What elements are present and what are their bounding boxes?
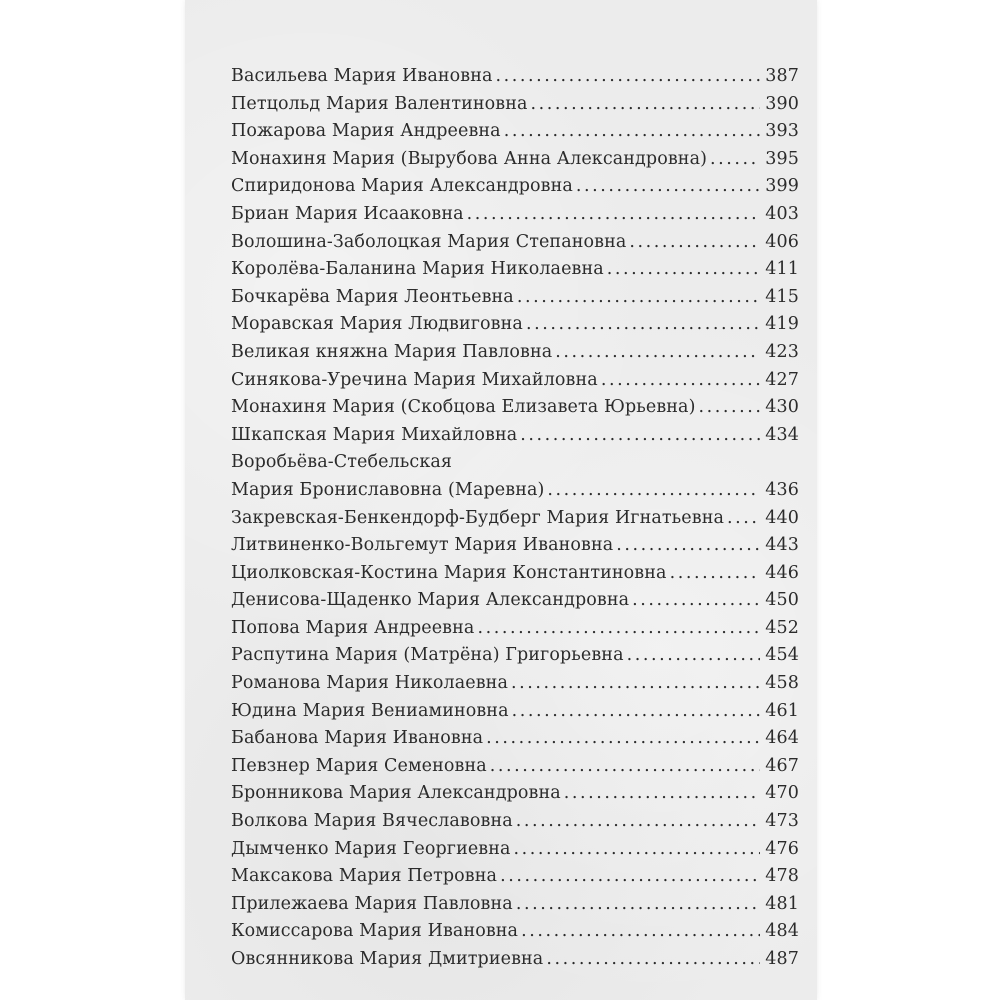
toc-entry-page: 423 bbox=[765, 341, 799, 362]
toc-entry bbox=[231, 946, 799, 974]
dot-leader bbox=[500, 863, 760, 891]
toc-entry-page: 399 bbox=[765, 176, 799, 197]
toc-entry bbox=[231, 394, 799, 422]
dot-leader bbox=[504, 118, 760, 146]
toc-entry-title: Петцольд Мария Валентиновна bbox=[231, 93, 528, 114]
toc-entry bbox=[231, 780, 799, 808]
toc-entry-page: 430 bbox=[765, 397, 799, 418]
toc-entry-page: 454 bbox=[765, 645, 799, 666]
dot-leader bbox=[477, 615, 760, 643]
toc-entry-title: Прилежаева Мария Павловна bbox=[231, 893, 513, 914]
toc-entry bbox=[231, 311, 799, 339]
toc-entry bbox=[231, 477, 799, 505]
dot-leader bbox=[516, 891, 760, 919]
dot-leader bbox=[547, 477, 760, 505]
toc-entry bbox=[231, 284, 799, 312]
toc-entry bbox=[231, 836, 799, 864]
toc-entry bbox=[231, 670, 799, 698]
toc-entry bbox=[231, 63, 799, 91]
toc-entry-page: 470 bbox=[765, 783, 799, 804]
toc-entry bbox=[231, 918, 799, 946]
dot-leader bbox=[521, 918, 760, 946]
toc-entry-title: Певзнер Мария Семеновна bbox=[231, 755, 487, 776]
dot-leader bbox=[627, 642, 760, 670]
toc-entry-page: 458 bbox=[765, 673, 799, 694]
toc-entry-page: 467 bbox=[765, 755, 799, 776]
toc-entry-title: Попова Мария Андреевна bbox=[231, 617, 475, 638]
toc-entry-title: Волошина-Заболоцкая Мария Степановна bbox=[231, 231, 627, 252]
toc-entry-title: Бронникова Мария Александровна bbox=[231, 783, 561, 804]
toc-entry-title: Романова Мария Николаевна bbox=[231, 673, 508, 694]
toc-entry bbox=[231, 808, 799, 836]
toc-entry-page: 476 bbox=[765, 838, 799, 859]
dot-leader bbox=[564, 780, 760, 808]
toc-entry-page: 395 bbox=[765, 148, 799, 169]
toc-entry-page: 473 bbox=[765, 811, 799, 832]
toc-entry-title: Циолковская-Костина Мария Константиновна bbox=[231, 562, 667, 583]
toc-entry-page: 452 bbox=[765, 617, 799, 638]
toc-entry-title: Мария Брониславовна (Маревна) bbox=[231, 479, 545, 500]
toc-entry-page: 387 bbox=[765, 66, 799, 86]
toc-entry-page: 446 bbox=[765, 562, 799, 583]
toc-entry bbox=[231, 642, 799, 670]
dot-leader bbox=[486, 725, 760, 753]
toc-entry bbox=[231, 725, 799, 753]
toc-entry-title: Моравская Мария Людвиговна bbox=[231, 314, 523, 335]
dot-leader bbox=[512, 698, 760, 726]
toc-entry-page: 419 bbox=[765, 314, 799, 335]
toc-entry-page: 484 bbox=[765, 921, 799, 942]
dot-leader bbox=[511, 670, 760, 698]
dot-leader bbox=[601, 367, 760, 395]
toc-entry-page: 411 bbox=[765, 259, 799, 280]
dot-leader bbox=[710, 146, 760, 174]
dot-leader bbox=[490, 753, 760, 781]
toc-entry-title: Литвиненко-Вольгемут Мария Ивановна bbox=[231, 535, 614, 556]
toc-entry-title: Бабанова Мария Ивановна bbox=[231, 728, 484, 749]
toc-entry-title: Синякова-Уречина Мария Михайловна bbox=[231, 369, 598, 390]
dot-leader bbox=[520, 422, 760, 450]
toc-entry bbox=[231, 201, 799, 229]
dot-leader bbox=[670, 560, 760, 588]
toc-entry-page: 403 bbox=[765, 203, 799, 224]
dot-leader bbox=[727, 505, 760, 533]
toc-entry-page: 464 bbox=[765, 728, 799, 749]
toc-entry bbox=[231, 91, 799, 119]
toc-entry-title: Королёва-Баланина Мария Николаевна bbox=[231, 259, 604, 280]
dot-leader bbox=[607, 256, 760, 284]
toc-entry bbox=[231, 560, 799, 588]
toc-entry-page: 390 bbox=[765, 93, 799, 114]
toc-entry-page: 481 bbox=[765, 893, 799, 914]
toc-entry-title: Овсянникова Мария Дмитриевна bbox=[231, 949, 544, 969]
toc-entry-title: Закревская-Бенкендорф-Будберг Мария Игнатьевна bbox=[231, 507, 724, 528]
toc-entry-page: 434 bbox=[765, 424, 799, 445]
dot-leader bbox=[514, 836, 760, 864]
dot-leader bbox=[467, 201, 760, 229]
toc-entry bbox=[231, 367, 799, 395]
toc-entry bbox=[231, 173, 799, 201]
toc-entry-page: 487 bbox=[765, 949, 799, 969]
toc-entry-page: 393 bbox=[765, 121, 799, 142]
toc-entry-page: 440 bbox=[765, 507, 799, 528]
toc-entry bbox=[231, 146, 799, 174]
dot-leader bbox=[555, 339, 760, 367]
toc-entry bbox=[231, 863, 799, 891]
toc-entry-title: Дымченко Мария Георгиевна bbox=[231, 838, 511, 859]
dot-leader bbox=[546, 946, 760, 974]
table-of-contents bbox=[231, 63, 799, 974]
toc-entry-title: Великая княжна Мария Павловна bbox=[231, 341, 553, 362]
toc-entry bbox=[231, 587, 799, 615]
toc-entry-page: 427 bbox=[765, 369, 799, 390]
dot-leader bbox=[517, 284, 760, 312]
toc-entry-page: 450 bbox=[765, 590, 799, 611]
toc-entry-title: Денисова-Щаденко Мария Александровна bbox=[231, 590, 630, 611]
toc-entry bbox=[231, 256, 799, 284]
toc-entry-page: 461 bbox=[765, 700, 799, 721]
dot-leader bbox=[531, 91, 760, 119]
toc-entry-title: Юдина Мария Вениаминовна bbox=[231, 700, 509, 721]
toc-entry-page: 406 bbox=[765, 231, 799, 252]
toc-entry bbox=[231, 698, 799, 726]
toc-entry bbox=[231, 118, 799, 146]
dot-leader bbox=[526, 311, 760, 339]
toc-entry bbox=[231, 449, 799, 477]
dot-leader bbox=[576, 173, 760, 201]
dot-leader bbox=[699, 394, 760, 422]
toc-entry-title: Распутина Мария (Матрёна) Григорьевна bbox=[231, 645, 624, 666]
toc-entry bbox=[231, 753, 799, 781]
toc-entry-title: Максакова Мария Петровна bbox=[231, 866, 498, 887]
toc-entry-title: Монахиня Мария (Вырубова Анна Александровна) bbox=[231, 148, 708, 169]
toc-entry-title: Пожарова Мария Андреевна bbox=[231, 121, 501, 142]
toc-entry bbox=[231, 422, 799, 450]
toc-entry-title: Шкапская Мария Михайловна bbox=[231, 424, 518, 445]
dot-leader bbox=[629, 229, 760, 257]
toc-entry bbox=[231, 339, 799, 367]
toc-entry bbox=[231, 615, 799, 643]
toc-entry bbox=[231, 229, 799, 257]
toc-entry-title: Спиридонова Мария Александровна bbox=[231, 176, 573, 197]
dot-leader bbox=[496, 63, 760, 91]
toc-entry-page: 478 bbox=[765, 866, 799, 887]
toc-entry-title: Бочкарёва Мария Леонтьевна bbox=[231, 286, 514, 307]
toc-entry-title: Монахиня Мария (Скобцова Елизавета Юрьевна) bbox=[231, 397, 696, 418]
toc-entry-page: 415 bbox=[765, 286, 799, 307]
dot-leader bbox=[632, 587, 760, 615]
toc-entry-title: Васильева Мария Ивановна bbox=[231, 66, 493, 86]
toc-entry bbox=[231, 505, 799, 533]
toc-entry-title: Волкова Мария Вячеславовна bbox=[231, 811, 513, 832]
toc-entry-page: 443 bbox=[765, 535, 799, 556]
toc-entry-title: Комиссарова Мария Ивановна bbox=[231, 921, 519, 942]
toc-entry-page: 436 bbox=[765, 479, 799, 500]
toc-entry-title: Воробьёва-Стебельская bbox=[231, 452, 453, 473]
toc-entry-title: Бриан Мария Исааковна bbox=[231, 203, 464, 224]
toc-entry bbox=[231, 532, 799, 560]
dot-leader bbox=[616, 532, 760, 560]
toc-entry bbox=[231, 891, 799, 919]
dot-leader bbox=[516, 808, 760, 836]
